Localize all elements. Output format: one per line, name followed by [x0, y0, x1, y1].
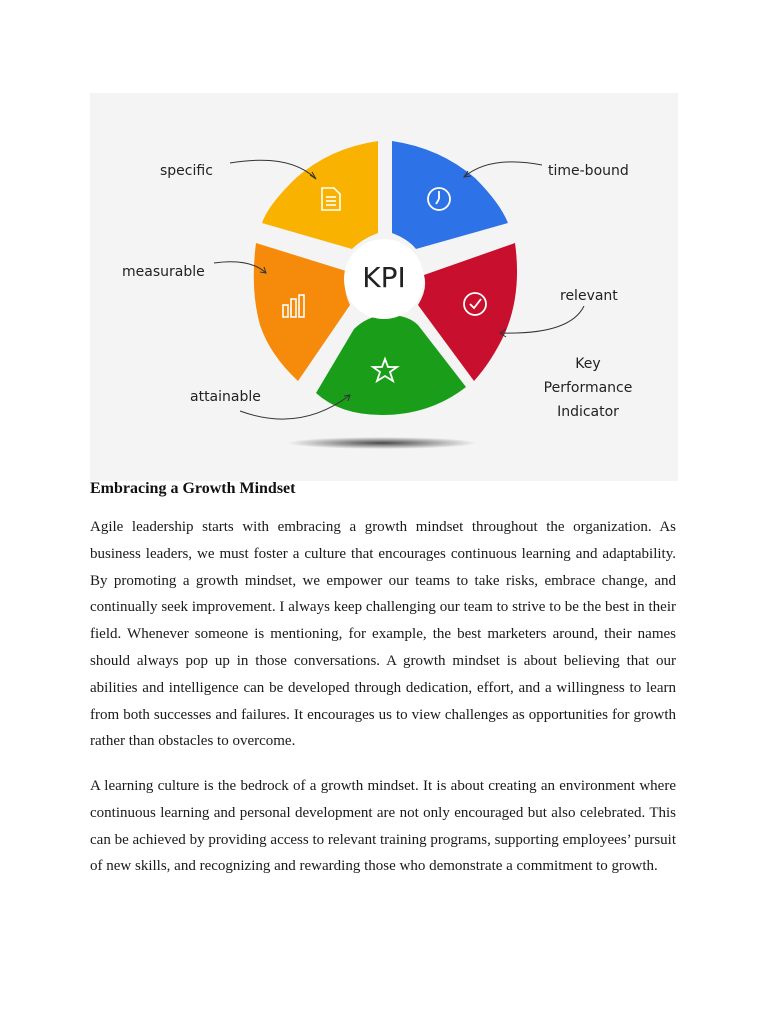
label-measurable: measurable [122, 264, 205, 280]
caption-line-1: Key [575, 356, 601, 372]
kpi-center-label: KPI [362, 261, 406, 294]
label-time-bound: time-bound [548, 163, 629, 179]
caption-line-3: Indicator [557, 404, 619, 420]
label-specific: specific [160, 163, 213, 179]
section-heading: Embracing a Growth Mindset [90, 480, 296, 497]
paragraph-2: A learning culture is the bedrock of a growth mindset. It is about creating an environment where continuous learning and personal development are not only encouraged but also celebrated. This can be achieved by providing access to relevant training programs, supporting employees’ pursuit of new skills, and recognizing and rewarding those who demonstrate a commitment to growth. [90, 778, 676, 875]
kpi-figure [90, 93, 678, 481]
segment-specific [262, 141, 378, 249]
label-attainable: attainable [190, 389, 261, 405]
label-relevant: relevant [560, 288, 618, 304]
paragraph-1: Agile leadership starts with embracing a growth mindset throughout the organization. As business leaders, we must foster a culture that encourages continuous learning and adaptability. By promoting a growth mindset, we empower our teams to take risks, embrace change, and continually seek improvement. I always keep challenging our team to strive to be the best in their field. Whenever someone is mentioning, for example, the best marketers around, their names should always pop up in those conversations. A growth mindset is about believing that our abilities and intelligence can be developed through dedication, effort, and a willingness to learn from both successes and failures. It encourages us to view challenges as opportunities for growth rather than obstacles to overcome. [90, 519, 676, 750]
wheel-shadow [287, 437, 477, 449]
caption-line-2: Performance [543, 380, 633, 396]
